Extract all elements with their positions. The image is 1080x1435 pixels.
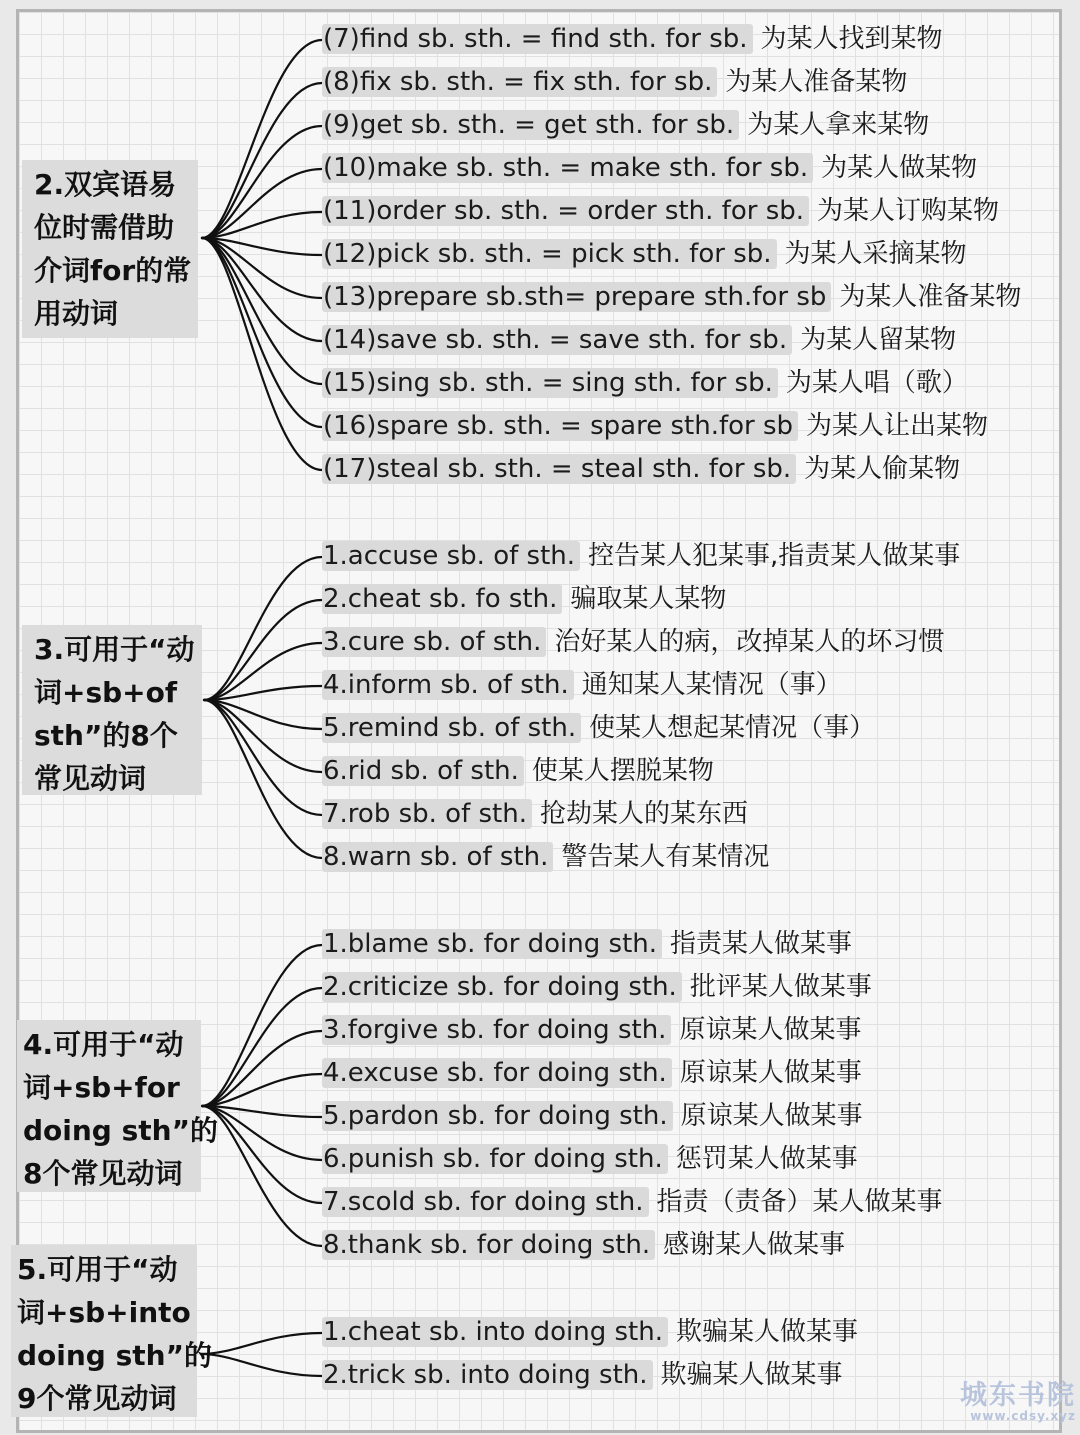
topic-node-4 [17,1020,218,1192]
item-english: 2.criticize sb. for doing sth. [322,972,682,1002]
topic-node-2 [22,160,198,338]
topic-node-2-line-1: 2.双宾语易 [34,168,177,201]
branch-item [322,1055,862,1091]
item-chinese: 为某人采摘某物 [784,239,967,269]
item-chinese: 为某人拿来某物 [747,110,930,140]
branch-item [322,150,977,186]
item-english: 8.warn sb. of sth. [322,842,553,872]
item-chinese: 指责某人做某事 [670,929,853,959]
topic-node-5 [11,1245,212,1417]
topic-node-4-line-3: doing sth”的 [23,1114,218,1147]
item-chinese: 指责（责备）某人做某事 [656,1187,943,1217]
branch-item [322,839,769,875]
topic-node-3-line-4: 常见动词 [34,762,147,795]
branch-item [322,1227,845,1263]
branch-item [322,753,714,789]
branch-item [322,710,875,746]
item-chinese: 骗取某人某物 [570,584,727,614]
item-chinese: 为某人准备某物 [839,282,1022,312]
branch-item [322,1314,858,1350]
branch-item [322,926,852,962]
branch-item [322,796,748,832]
item-chinese: 为某人订购某物 [817,196,1000,226]
topic-node-3-line-1: 3.可用于“动 [34,633,195,666]
branch-item [322,581,726,617]
item-chinese: 欺骗某人做某事 [660,1360,843,1390]
item-chinese: 原谅某人做某事 [679,1015,862,1045]
item-english: (11)order sb. sth. = order sth. for sb. [322,196,809,226]
topic-node-2-line-3: 介词for的常 [34,254,192,287]
item-english: (10)make sb. sth. = make sth. for sb. [322,153,813,183]
item-chinese: 使某人想起某情况（事） [589,713,876,743]
topic-node-3 [22,625,202,795]
branch-item [322,365,968,401]
topic-node-4-line-1: 4.可用于“动 [23,1028,184,1061]
item-english: 3.forgive sb. for doing sth. [322,1015,671,1045]
item-chinese: 为某人留某物 [800,325,957,355]
topic-node-3-line-3: sth”的8个 [34,719,178,752]
topic-node-5-line-3: doing sth”的 [17,1339,212,1372]
item-chinese: 为某人偷某物 [804,454,961,484]
item-english: 1.cheat sb. into doing sth. [322,1317,668,1347]
branch-item [322,236,967,272]
topic-node-5-line-4: 9个常见动词 [17,1382,177,1415]
branch-item [322,408,988,444]
item-chinese: 原谅某人做某事 [680,1101,863,1131]
item-chinese: 控告某人犯某事,指责某人做某事 [588,541,961,571]
item-chinese: 为某人准备某物 [725,67,908,97]
topic-node-5-line-1: 5.可用于“动 [17,1253,178,1286]
item-english: (16)spare sb. sth. = spare sth.for sb [322,411,798,441]
watermark-logo [960,1382,1076,1423]
item-english: 2.cheat sb. fo sth. [322,584,562,614]
branch-item [322,1184,943,1220]
item-chinese: 惩罚某人做某事 [675,1144,858,1174]
item-chinese: 使某人摆脱某物 [531,756,714,786]
item-english: (17)steal sb. sth. = steal sth. for sb. [322,454,796,484]
item-english: 7.scold sb. for doing sth. [322,1187,649,1217]
item-english: (13)prepare sb.sth= prepare sth.for sb [322,282,831,312]
item-english: (15)sing sb. sth. = sing sth. for sb. [322,368,778,398]
item-english: (7)find sb. sth. = find sth. for sb. [322,24,753,54]
topic-node-4-line-4: 8个常见动词 [23,1157,183,1190]
branch-item [322,322,956,358]
item-english: 5.remind sb. of sth. [322,713,581,743]
item-english: 3.cure sb. of sth. [322,627,546,657]
item-english: 8.thank sb. for doing sth. [322,1230,655,1260]
item-english: (8)fix sb. sth. = fix sth. for sb. [322,67,717,97]
branch-item [322,107,929,143]
item-english: 1.blame sb. for doing sth. [322,929,662,959]
item-english: 6.rid sb. of sth. [322,756,524,786]
item-english: 5.pardon sb. for doing sth. [322,1101,673,1131]
watermark-url: www.cdsy.xyz [970,1409,1076,1423]
watermark-name: 城东书院 [960,1380,1076,1411]
item-english: (14)save sb. sth. = save sth. for sb. [322,325,792,355]
branch-item [322,1012,861,1048]
topic-node-2-line-4: 用动词 [34,297,119,330]
item-chinese: 为某人做某物 [821,153,978,183]
branch-item [322,667,842,703]
item-english: 6.punish sb. for doing sth. [322,1144,668,1174]
branch-item [322,1141,858,1177]
item-chinese: 批评某人做某事 [689,972,872,1002]
item-chinese: 通知某人某情况（事） [581,670,842,700]
branch-item [322,1098,863,1134]
item-chinese: 感谢某人做某事 [663,1230,846,1260]
item-chinese: 治好某人的病，改掉某人的坏习惯 [554,627,945,657]
branch-item [322,969,872,1005]
topic-node-3-line-2: 词+sb+of [34,676,178,709]
item-chinese: 为某人唱（歌） [785,368,968,398]
item-english: (9)get sb. sth. = get sth. for sb. [322,110,739,140]
branch-item [322,1357,843,1393]
item-chinese: 警告某人有某情况 [561,842,770,872]
item-english: 4.inform sb. of sth. [322,670,574,700]
branch-item [322,538,960,574]
branch-item [322,279,1021,315]
branch-item [322,21,943,57]
item-english: 4.excuse sb. for doing sth. [322,1058,672,1088]
branch-item [322,64,907,100]
topic-node-5-line-2: 词+sb+into [17,1296,191,1329]
topic-node-4-line-2: 词+sb+for [23,1071,180,1104]
branch-item [322,193,999,229]
branch-item [322,451,960,487]
item-chinese: 为某人让出某物 [806,411,989,441]
item-english: 2.trick sb. into doing sth. [322,1360,653,1390]
item-english: 7.rob sb. of sth. [322,799,532,829]
item-chinese: 抢劫某人的某东西 [540,799,749,829]
item-chinese: 为某人找到某物 [760,24,943,54]
item-english: 1.accuse sb. of sth. [322,541,580,571]
branch-item [322,624,944,660]
topic-node-2-line-2: 位时需借助 [34,211,175,244]
item-english: (12)pick sb. sth. = pick sth. for sb. [322,239,777,269]
item-chinese: 原谅某人做某事 [679,1058,862,1088]
item-chinese: 欺骗某人做某事 [675,1317,858,1347]
